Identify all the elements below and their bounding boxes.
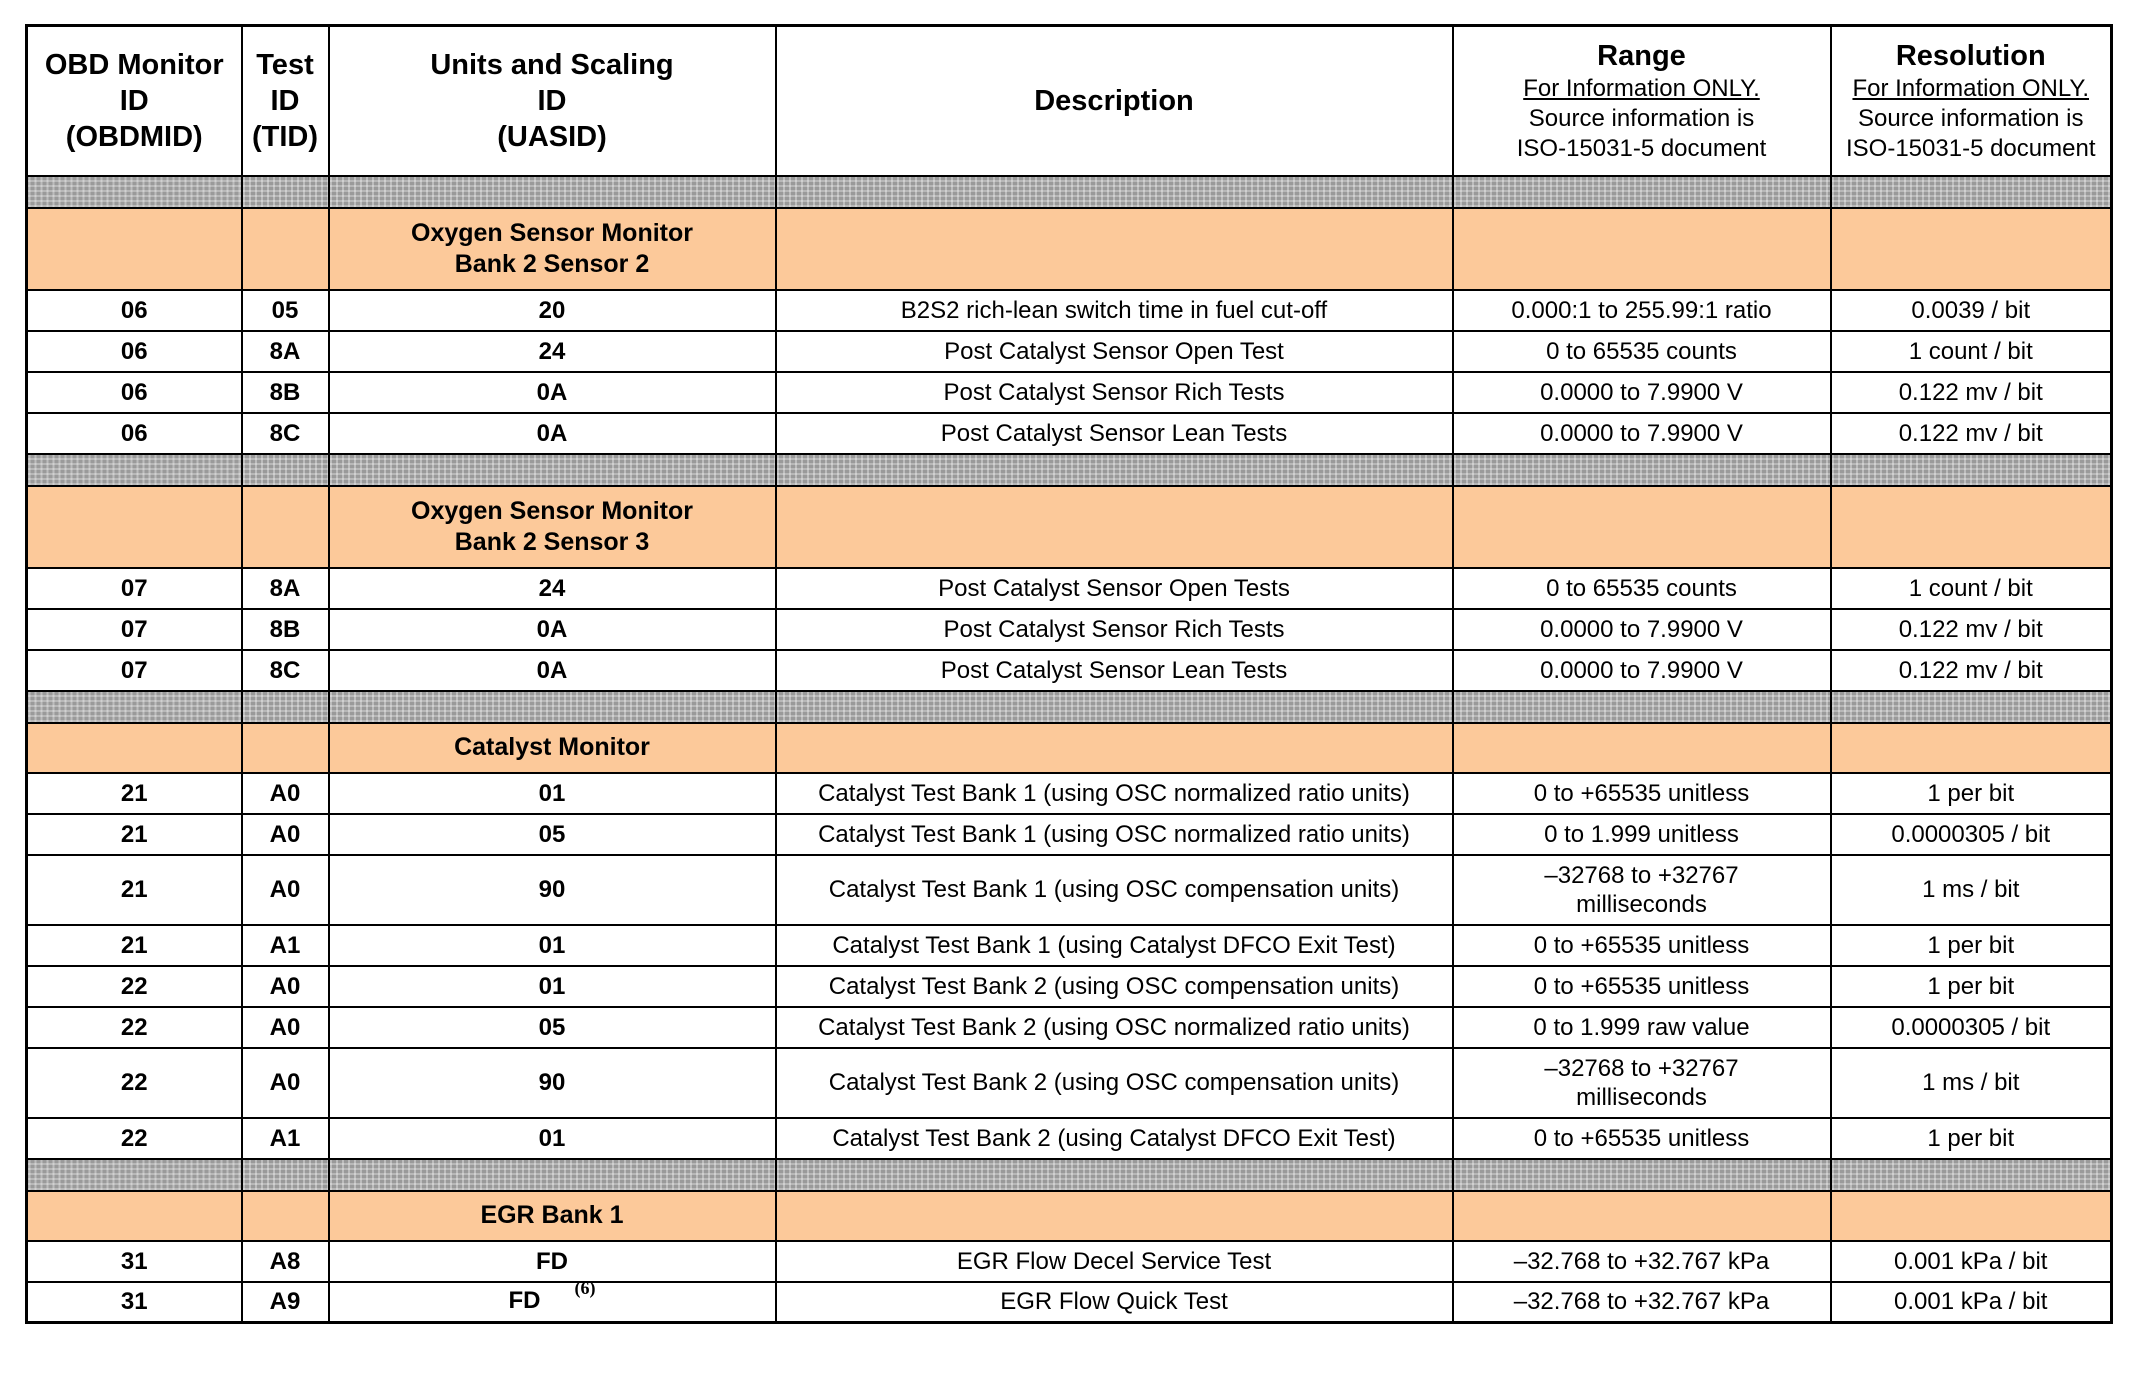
cell-range-value: 0.0000 to 7.9900 V xyxy=(1540,378,1743,406)
cell-description: Catalyst Test Bank 2 (using OSC compensation units) xyxy=(776,966,1453,1007)
cell-range-value: 0 to 65535 counts xyxy=(1546,337,1737,365)
cell-obdmid: 07 xyxy=(27,609,242,650)
separator-cell xyxy=(776,1159,1453,1191)
header-resolution-title: Resolution xyxy=(1895,39,2046,72)
cell-obdmid: 22 xyxy=(27,1118,242,1159)
cell-uasid-value: 90 xyxy=(538,876,566,903)
group-header-cell xyxy=(1831,1191,2112,1241)
header-uasid-line2: ID xyxy=(537,84,567,117)
cell-range xyxy=(1453,966,1831,1007)
cell-range-value: 0 to 65535 counts xyxy=(1546,574,1737,602)
cell-range-value: 0.0000 to 7.9900 V xyxy=(1540,615,1743,643)
cell-tid: A1 xyxy=(242,925,329,966)
cell-uasid-value: 01 xyxy=(538,779,566,807)
cell-range xyxy=(1453,413,1831,454)
cell-resolution: 0.0000305 / bit xyxy=(1831,814,2112,855)
cell-description: Post Catalyst Sensor Open Tests xyxy=(776,568,1453,609)
header-obdmid-line2: ID xyxy=(119,84,149,117)
separator-cell xyxy=(329,176,776,208)
cell-description: Catalyst Test Bank 2 (using Catalyst DFCO Exit Test) xyxy=(776,1118,1453,1159)
table-row xyxy=(27,1241,2112,1282)
header-range-note1: For Information ONLY. xyxy=(1523,74,1760,102)
cell-uasid-value: 0A xyxy=(536,378,568,406)
cell-range xyxy=(1453,855,1831,925)
cell-resolution: 1 per bit xyxy=(1831,773,2112,814)
cell-uasid xyxy=(329,1278,776,1323)
cell-uasid xyxy=(329,814,776,855)
separator-cell xyxy=(1831,1159,2112,1191)
cell-uasid xyxy=(329,1048,776,1118)
cell-description: Post Catalyst Sensor Rich Tests xyxy=(776,609,1453,650)
separator-cell xyxy=(776,691,1453,723)
cell-tid: A9 xyxy=(242,1282,329,1323)
table-row xyxy=(27,1118,2112,1159)
cell-uasid-value: 0A xyxy=(536,615,568,643)
group-header-cell xyxy=(242,1191,329,1241)
cell-range-value: 0.0000 to 7.9900 V xyxy=(1540,656,1743,684)
cell-obdmid: 06 xyxy=(27,290,242,331)
separator-cell xyxy=(776,454,1453,486)
header-obdmid xyxy=(27,26,242,176)
cell-description: EGR Flow Quick Test xyxy=(776,1282,1453,1323)
group-title-line: Oxygen Sensor Monitor xyxy=(411,218,693,247)
cell-range-value: 0 to +65535 unitless xyxy=(1533,779,1750,807)
cell-uasid-value: 0A xyxy=(536,656,568,684)
cell-description: Post Catalyst Sensor Open Test xyxy=(776,331,1453,372)
separator-row xyxy=(27,1159,2112,1191)
cell-range xyxy=(1453,814,1831,855)
cell-description: Post Catalyst Sensor Rich Tests xyxy=(776,372,1453,413)
cell-range-value: –32.768 to +32.767 kPa xyxy=(1513,1288,1770,1316)
cell-resolution: 0.122 mv / bit xyxy=(1831,372,2112,413)
separator-cell xyxy=(242,454,329,486)
group-title-line: Catalyst Monitor xyxy=(454,733,650,761)
cell-range xyxy=(1453,372,1831,413)
cell-resolution: 1 ms / bit xyxy=(1831,855,2112,925)
cell-obdmid: 06 xyxy=(27,372,242,413)
cell-range xyxy=(1453,1241,1831,1282)
cell-obdmid: 06 xyxy=(27,413,242,454)
separator-cell xyxy=(1453,691,1831,723)
cell-uasid-value: 90 xyxy=(538,1069,566,1096)
cell-range-unit: milliseconds xyxy=(1576,890,1707,918)
cell-range-unit: milliseconds xyxy=(1576,1083,1707,1111)
cell-description: Catalyst Test Bank 1 (using OSC normalized ratio units) xyxy=(776,814,1453,855)
group-header-cell xyxy=(27,208,242,290)
cell-obdmid: 31 xyxy=(27,1241,242,1282)
cell-resolution: 1 ms / bit xyxy=(1831,1048,2112,1118)
group-header-cell xyxy=(1831,208,2112,290)
cell-range-value: –32768 to +32767 xyxy=(1544,1054,1739,1082)
cell-range xyxy=(1453,925,1831,966)
group-header-cell xyxy=(1831,723,2112,773)
cell-range xyxy=(1453,331,1831,372)
group-header-cell xyxy=(242,486,329,568)
header-tid-line3: (TID) xyxy=(251,120,319,153)
cell-uasid-value: FD xyxy=(508,1287,541,1315)
separator-cell xyxy=(1831,691,2112,723)
group-header-cell xyxy=(1453,723,1831,773)
separator-cell xyxy=(242,1159,329,1191)
group-header-cell xyxy=(27,1191,242,1241)
group-header-cell xyxy=(1453,1191,1831,1241)
cell-obdmid: 31 xyxy=(27,1282,242,1323)
separator-cell xyxy=(329,1159,776,1191)
cell-uasid-value: 01 xyxy=(538,972,566,1000)
cell-tid: A8 xyxy=(242,1241,329,1282)
cell-description: Catalyst Test Bank 1 (using OSC normalized ratio units) xyxy=(776,773,1453,814)
separator-cell xyxy=(1453,1159,1831,1191)
obd-monitor-table xyxy=(25,24,2113,1324)
group-title xyxy=(329,1191,776,1241)
cell-range xyxy=(1453,1007,1831,1048)
cell-uasid-value: 20 xyxy=(538,296,566,324)
cell-range xyxy=(1453,773,1831,814)
cell-range xyxy=(1453,650,1831,691)
group-header-row xyxy=(27,1191,2112,1241)
group-header-cell xyxy=(1453,208,1831,290)
cell-uasid xyxy=(329,568,776,609)
header-range-title: Range xyxy=(1597,39,1686,72)
separator-cell xyxy=(242,176,329,208)
table-row xyxy=(27,650,2112,691)
cell-range xyxy=(1453,1048,1831,1118)
cell-tid: 8C xyxy=(242,413,329,454)
cell-uasid xyxy=(329,1118,776,1159)
header-resolution-note2: Source information is xyxy=(1858,104,2084,132)
cell-description: Catalyst Test Bank 2 (using OSC compensation units) xyxy=(776,1048,1453,1118)
separator-cell xyxy=(27,691,242,723)
cell-resolution: 0.001 kPa / bit xyxy=(1831,1282,2112,1323)
cell-range-value: –32768 to +32767 xyxy=(1544,861,1739,889)
group-header-cell xyxy=(776,208,1453,290)
cell-resolution: 1 per bit xyxy=(1831,925,2112,966)
cell-range-value: 0 to 1.999 unitless xyxy=(1544,820,1739,848)
cell-uasid-value: 05 xyxy=(538,820,566,848)
cell-resolution: 0.001 kPa / bit xyxy=(1831,1241,2112,1282)
header-resolution xyxy=(1831,26,2112,176)
group-title-line: EGR Bank 1 xyxy=(480,1201,624,1229)
cell-range xyxy=(1453,609,1831,650)
table-row xyxy=(27,1007,2112,1048)
cell-obdmid: 21 xyxy=(27,855,242,925)
footnote-marker: (6) xyxy=(574,1278,596,1299)
header-tid xyxy=(242,26,329,176)
group-header-cell xyxy=(1831,486,2112,568)
cell-uasid-value: FD xyxy=(536,1247,568,1275)
group-header-cell xyxy=(27,486,242,568)
header-uasid xyxy=(329,26,776,176)
header-tid-line2: ID xyxy=(270,84,300,117)
cell-obdmid: 22 xyxy=(27,1048,242,1118)
cell-tid: A0 xyxy=(242,1007,329,1048)
cell-obdmid: 21 xyxy=(27,925,242,966)
table-row xyxy=(27,1048,2112,1118)
group-title-line: Bank 2 Sensor 3 xyxy=(454,527,650,556)
cell-tid: 8B xyxy=(242,372,329,413)
table-row xyxy=(27,814,2112,855)
group-title xyxy=(329,723,776,773)
table-row xyxy=(27,413,2112,454)
table-row xyxy=(27,925,2112,966)
cell-range-value: 0 to +65535 unitless xyxy=(1533,931,1750,959)
cell-uasid xyxy=(329,855,776,925)
cell-uasid-value: 0A xyxy=(536,419,568,447)
cell-tid: A0 xyxy=(242,773,329,814)
header-uasid-line3: (UASID) xyxy=(497,120,607,153)
separator-cell xyxy=(27,1159,242,1191)
group-header-cell xyxy=(1453,486,1831,568)
cell-obdmid: 07 xyxy=(27,650,242,691)
cell-resolution: 0.122 mv / bit xyxy=(1831,609,2112,650)
cell-uasid xyxy=(329,1007,776,1048)
cell-tid: 8B xyxy=(242,609,329,650)
cell-range-value: 0 to +65535 unitless xyxy=(1533,972,1750,1000)
cell-description: Catalyst Test Bank 1 (using OSC compensation units) xyxy=(776,855,1453,925)
separator-cell xyxy=(1453,454,1831,486)
cell-resolution: 1 count / bit xyxy=(1831,331,2112,372)
cell-obdmid: 21 xyxy=(27,773,242,814)
cell-obdmid: 22 xyxy=(27,1007,242,1048)
cell-range-value: 0 to +65535 unitless xyxy=(1533,1124,1750,1152)
group-header-row xyxy=(27,208,2112,290)
cell-uasid xyxy=(329,331,776,372)
cell-range xyxy=(1453,290,1831,331)
cell-uasid xyxy=(329,773,776,814)
table-row xyxy=(27,290,2112,331)
header-range-note3: ISO-15031-5 document xyxy=(1516,134,1767,162)
cell-description: Catalyst Test Bank 1 (using Catalyst DFCO Exit Test) xyxy=(776,925,1453,966)
table-row xyxy=(27,855,2112,925)
group-header-cell xyxy=(27,723,242,773)
group-header-cell xyxy=(776,486,1453,568)
group-header-row xyxy=(27,723,2112,773)
separator-cell xyxy=(27,176,242,208)
group-title xyxy=(329,486,776,568)
separator-cell xyxy=(27,454,242,486)
cell-tid: 8A xyxy=(242,568,329,609)
cell-obdmid: 06 xyxy=(27,331,242,372)
cell-uasid xyxy=(329,1241,776,1282)
cell-range-value: –32.768 to +32.767 kPa xyxy=(1513,1247,1770,1275)
cell-tid: A1 xyxy=(242,1118,329,1159)
header-description: Description xyxy=(776,26,1453,176)
cell-uasid xyxy=(329,966,776,1007)
cell-uasid-value: 01 xyxy=(538,1124,566,1152)
header-range xyxy=(1453,26,1831,176)
cell-resolution: 0.122 mv / bit xyxy=(1831,413,2112,454)
cell-obdmid: 07 xyxy=(27,568,242,609)
cell-description: Post Catalyst Sensor Lean Tests xyxy=(776,650,1453,691)
group-header-cell xyxy=(776,723,1453,773)
table-row xyxy=(27,331,2112,372)
group-header-cell xyxy=(776,1191,1453,1241)
table-row xyxy=(27,1282,2112,1323)
header-row xyxy=(27,26,2112,176)
cell-resolution: 1 per bit xyxy=(1831,1118,2112,1159)
separator-cell xyxy=(1831,176,2112,208)
separator-cell xyxy=(242,691,329,723)
cell-range xyxy=(1453,568,1831,609)
table-row xyxy=(27,773,2112,814)
header-resolution-note3: ISO-15031-5 document xyxy=(1846,134,2096,162)
cell-uasid-value: 24 xyxy=(538,574,566,602)
cell-resolution: 0.122 mv / bit xyxy=(1831,650,2112,691)
cell-range-value: 0 to 1.999 raw value xyxy=(1533,1013,1750,1041)
cell-tid: 05 xyxy=(242,290,329,331)
cell-resolution: 0.0000305 / bit xyxy=(1831,1007,2112,1048)
cell-resolution: 1 per bit xyxy=(1831,966,2112,1007)
cell-uasid xyxy=(329,609,776,650)
separator-cell xyxy=(329,691,776,723)
cell-obdmid: 21 xyxy=(27,814,242,855)
separator-cell xyxy=(329,454,776,486)
cell-uasid-value: 24 xyxy=(538,337,566,365)
cell-obdmid: 22 xyxy=(27,966,242,1007)
cell-range-value: 0.000:1 to 255.99:1 ratio xyxy=(1511,296,1772,324)
cell-uasid xyxy=(329,925,776,966)
group-header-row xyxy=(27,486,2112,568)
header-obdmid-line3: (OBDMID) xyxy=(65,120,203,153)
cell-range-value: 0.0000 to 7.9900 V xyxy=(1540,419,1743,447)
group-header-cell xyxy=(242,208,329,290)
header-resolution-note1: For Information ONLY. xyxy=(1852,74,2090,102)
cell-uasid-value: 05 xyxy=(538,1013,566,1041)
header-tid-line1: Test xyxy=(256,48,314,81)
header-range-note2: Source information is xyxy=(1528,104,1755,132)
cell-uasid xyxy=(329,413,776,454)
cell-description: EGR Flow Decel Service Test xyxy=(776,1241,1453,1282)
cell-tid: A0 xyxy=(242,855,329,925)
table-row xyxy=(27,609,2112,650)
cell-tid: 8C xyxy=(242,650,329,691)
separator-row xyxy=(27,454,2112,486)
table-row xyxy=(27,372,2112,413)
header-obdmid-line1: OBD Monitor xyxy=(44,48,224,81)
group-title xyxy=(329,208,776,290)
group-header-cell xyxy=(242,723,329,773)
cell-uasid xyxy=(329,290,776,331)
cell-resolution: 1 count / bit xyxy=(1831,568,2112,609)
table-row xyxy=(27,966,2112,1007)
separator-row xyxy=(27,176,2112,208)
group-title-line: Bank 2 Sensor 2 xyxy=(454,249,650,278)
cell-tid: 8A xyxy=(242,331,329,372)
separator-cell xyxy=(776,176,1453,208)
separator-cell xyxy=(1831,454,2112,486)
cell-description: B2S2 rich-lean switch time in fuel cut-off xyxy=(776,290,1453,331)
table-row xyxy=(27,568,2112,609)
separator-cell xyxy=(1453,176,1831,208)
cell-resolution: 0.0039 / bit xyxy=(1831,290,2112,331)
cell-uasid xyxy=(329,650,776,691)
cell-tid: A0 xyxy=(242,1048,329,1118)
cell-description: Catalyst Test Bank 2 (using OSC normalized ratio units) xyxy=(776,1007,1453,1048)
cell-range xyxy=(1453,1282,1831,1323)
cell-tid: A0 xyxy=(242,814,329,855)
cell-tid: A0 xyxy=(242,966,329,1007)
cell-uasid-value: 01 xyxy=(538,931,566,959)
header-uasid-line1: Units and Scaling xyxy=(430,48,674,81)
cell-uasid xyxy=(329,372,776,413)
cell-range xyxy=(1453,1118,1831,1159)
group-title-line: Oxygen Sensor Monitor xyxy=(411,496,693,525)
table-body xyxy=(27,176,2112,1323)
separator-row xyxy=(27,691,2112,723)
cell-description: Post Catalyst Sensor Lean Tests xyxy=(776,413,1453,454)
